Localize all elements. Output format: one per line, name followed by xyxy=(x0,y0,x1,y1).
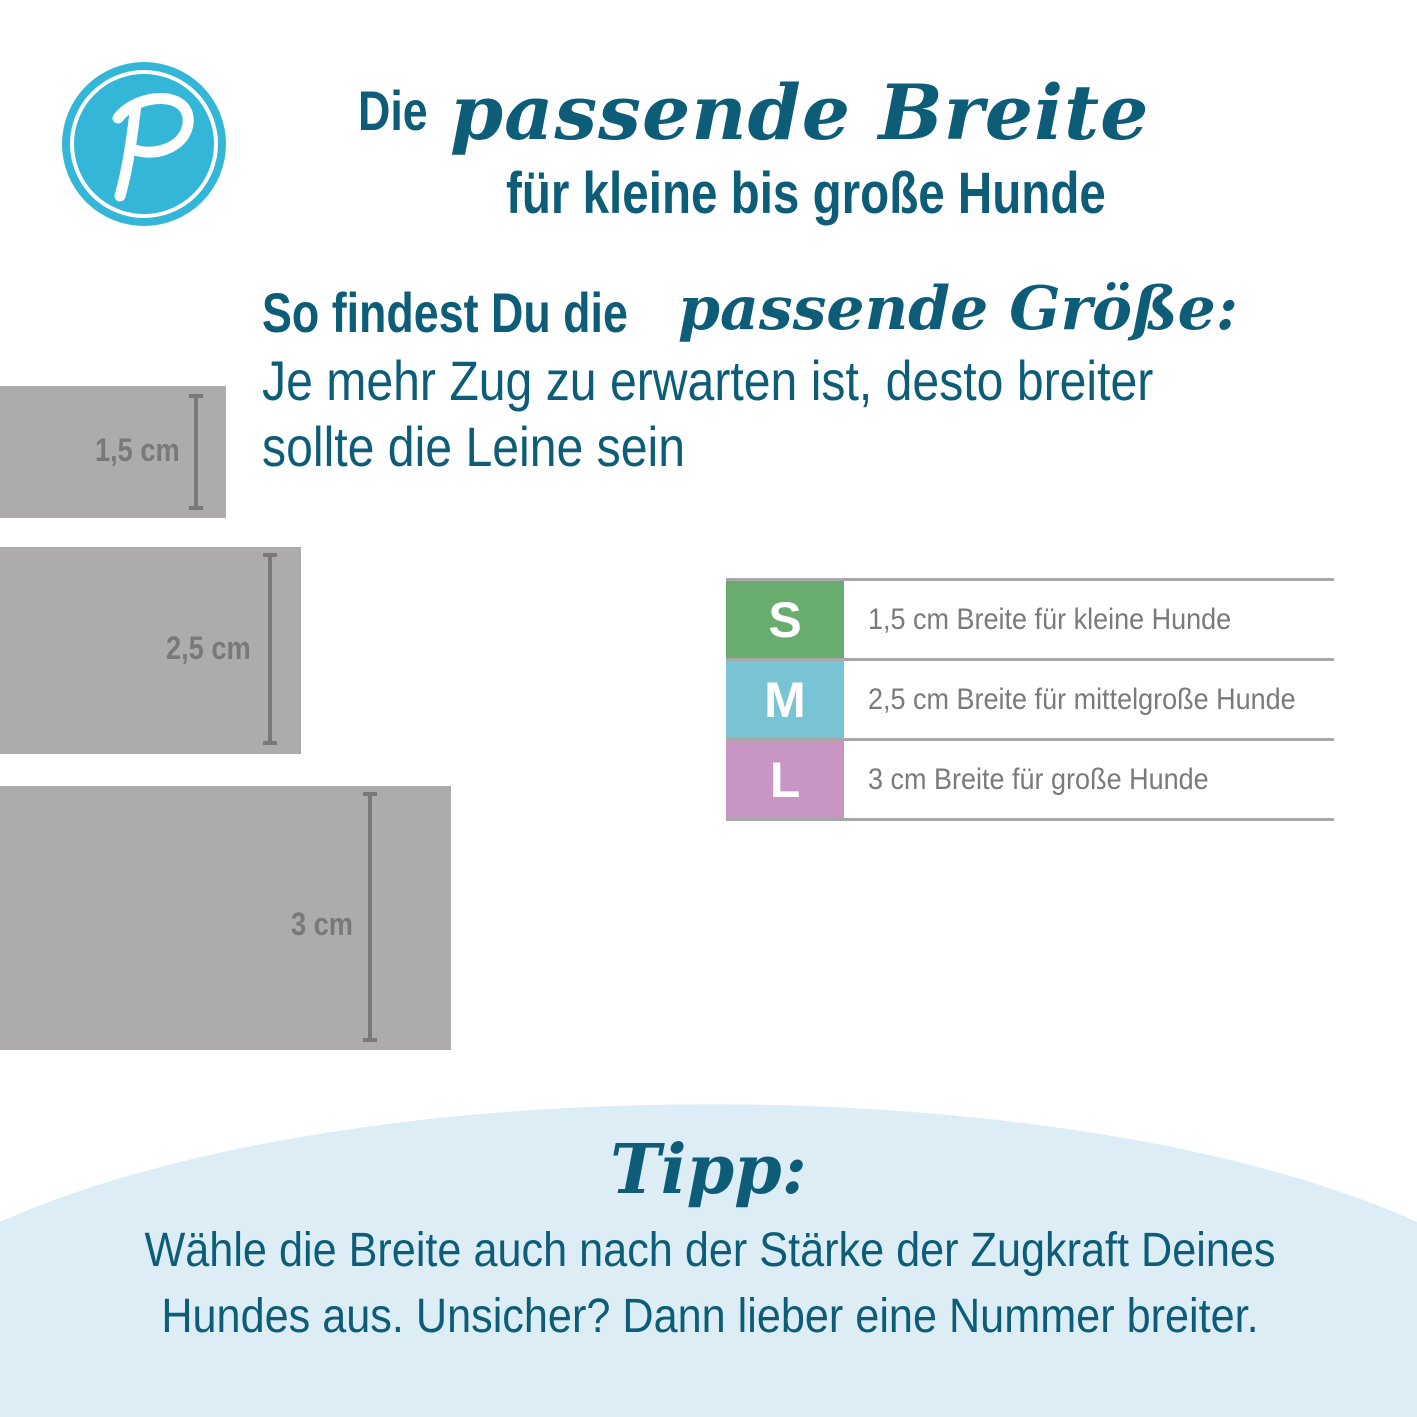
size-description-s: 1,5 cm Breite für kleine Hunde xyxy=(868,603,1232,636)
size-badge-s: S xyxy=(726,581,844,658)
strap-medium-label: 2,5 cm xyxy=(166,630,251,666)
tip-text xyxy=(125,1218,1295,1350)
measure-large xyxy=(363,792,377,1042)
size-row-s xyxy=(726,578,1334,658)
strap-medium xyxy=(0,547,301,754)
guide-heading-plain: So findest Du die xyxy=(262,281,628,344)
measure-medium xyxy=(263,553,277,745)
page-subtitle: für kleine bis große Hunde xyxy=(506,161,1106,226)
title-script: passende Breite xyxy=(450,68,1150,157)
brand-logo xyxy=(58,58,230,230)
strap-small-label: 1,5 cm xyxy=(95,432,180,468)
size-row-m xyxy=(726,658,1334,738)
strap-large xyxy=(0,786,451,1050)
measure-small xyxy=(189,394,203,510)
size-row-l xyxy=(726,738,1334,821)
guide-heading-script: passende Größe: xyxy=(678,274,1238,344)
strap-small xyxy=(0,386,226,518)
size-table xyxy=(726,578,1334,821)
tip-text-line2: Hundes aus. Unsicher? Dann lieber eine Nummer breiter. xyxy=(161,1290,1259,1343)
guide-heading xyxy=(262,274,1238,350)
size-description-m: 2,5 cm Breite für mittelgroße Hunde xyxy=(868,683,1296,716)
tip-text-line1: Wähle die Breite auch nach der Stärke der Zugkraft Deines xyxy=(144,1224,1276,1277)
tip-heading: Tipp: xyxy=(610,1130,807,1210)
guide-text xyxy=(262,348,1154,480)
strap-large-label: 3 cm xyxy=(291,906,353,942)
guide-text-line1: Je mehr Zug zu erwarten ist, desto breiter xyxy=(262,349,1154,412)
page-title xyxy=(358,68,1150,157)
guide-text-line2: sollte die Leine sein xyxy=(262,415,686,478)
title-plain: Die xyxy=(358,79,428,142)
size-badge-m: M xyxy=(726,661,844,738)
size-description-l: 3 cm Breite für große Hunde xyxy=(868,763,1209,796)
size-badge-l: L xyxy=(726,741,844,818)
